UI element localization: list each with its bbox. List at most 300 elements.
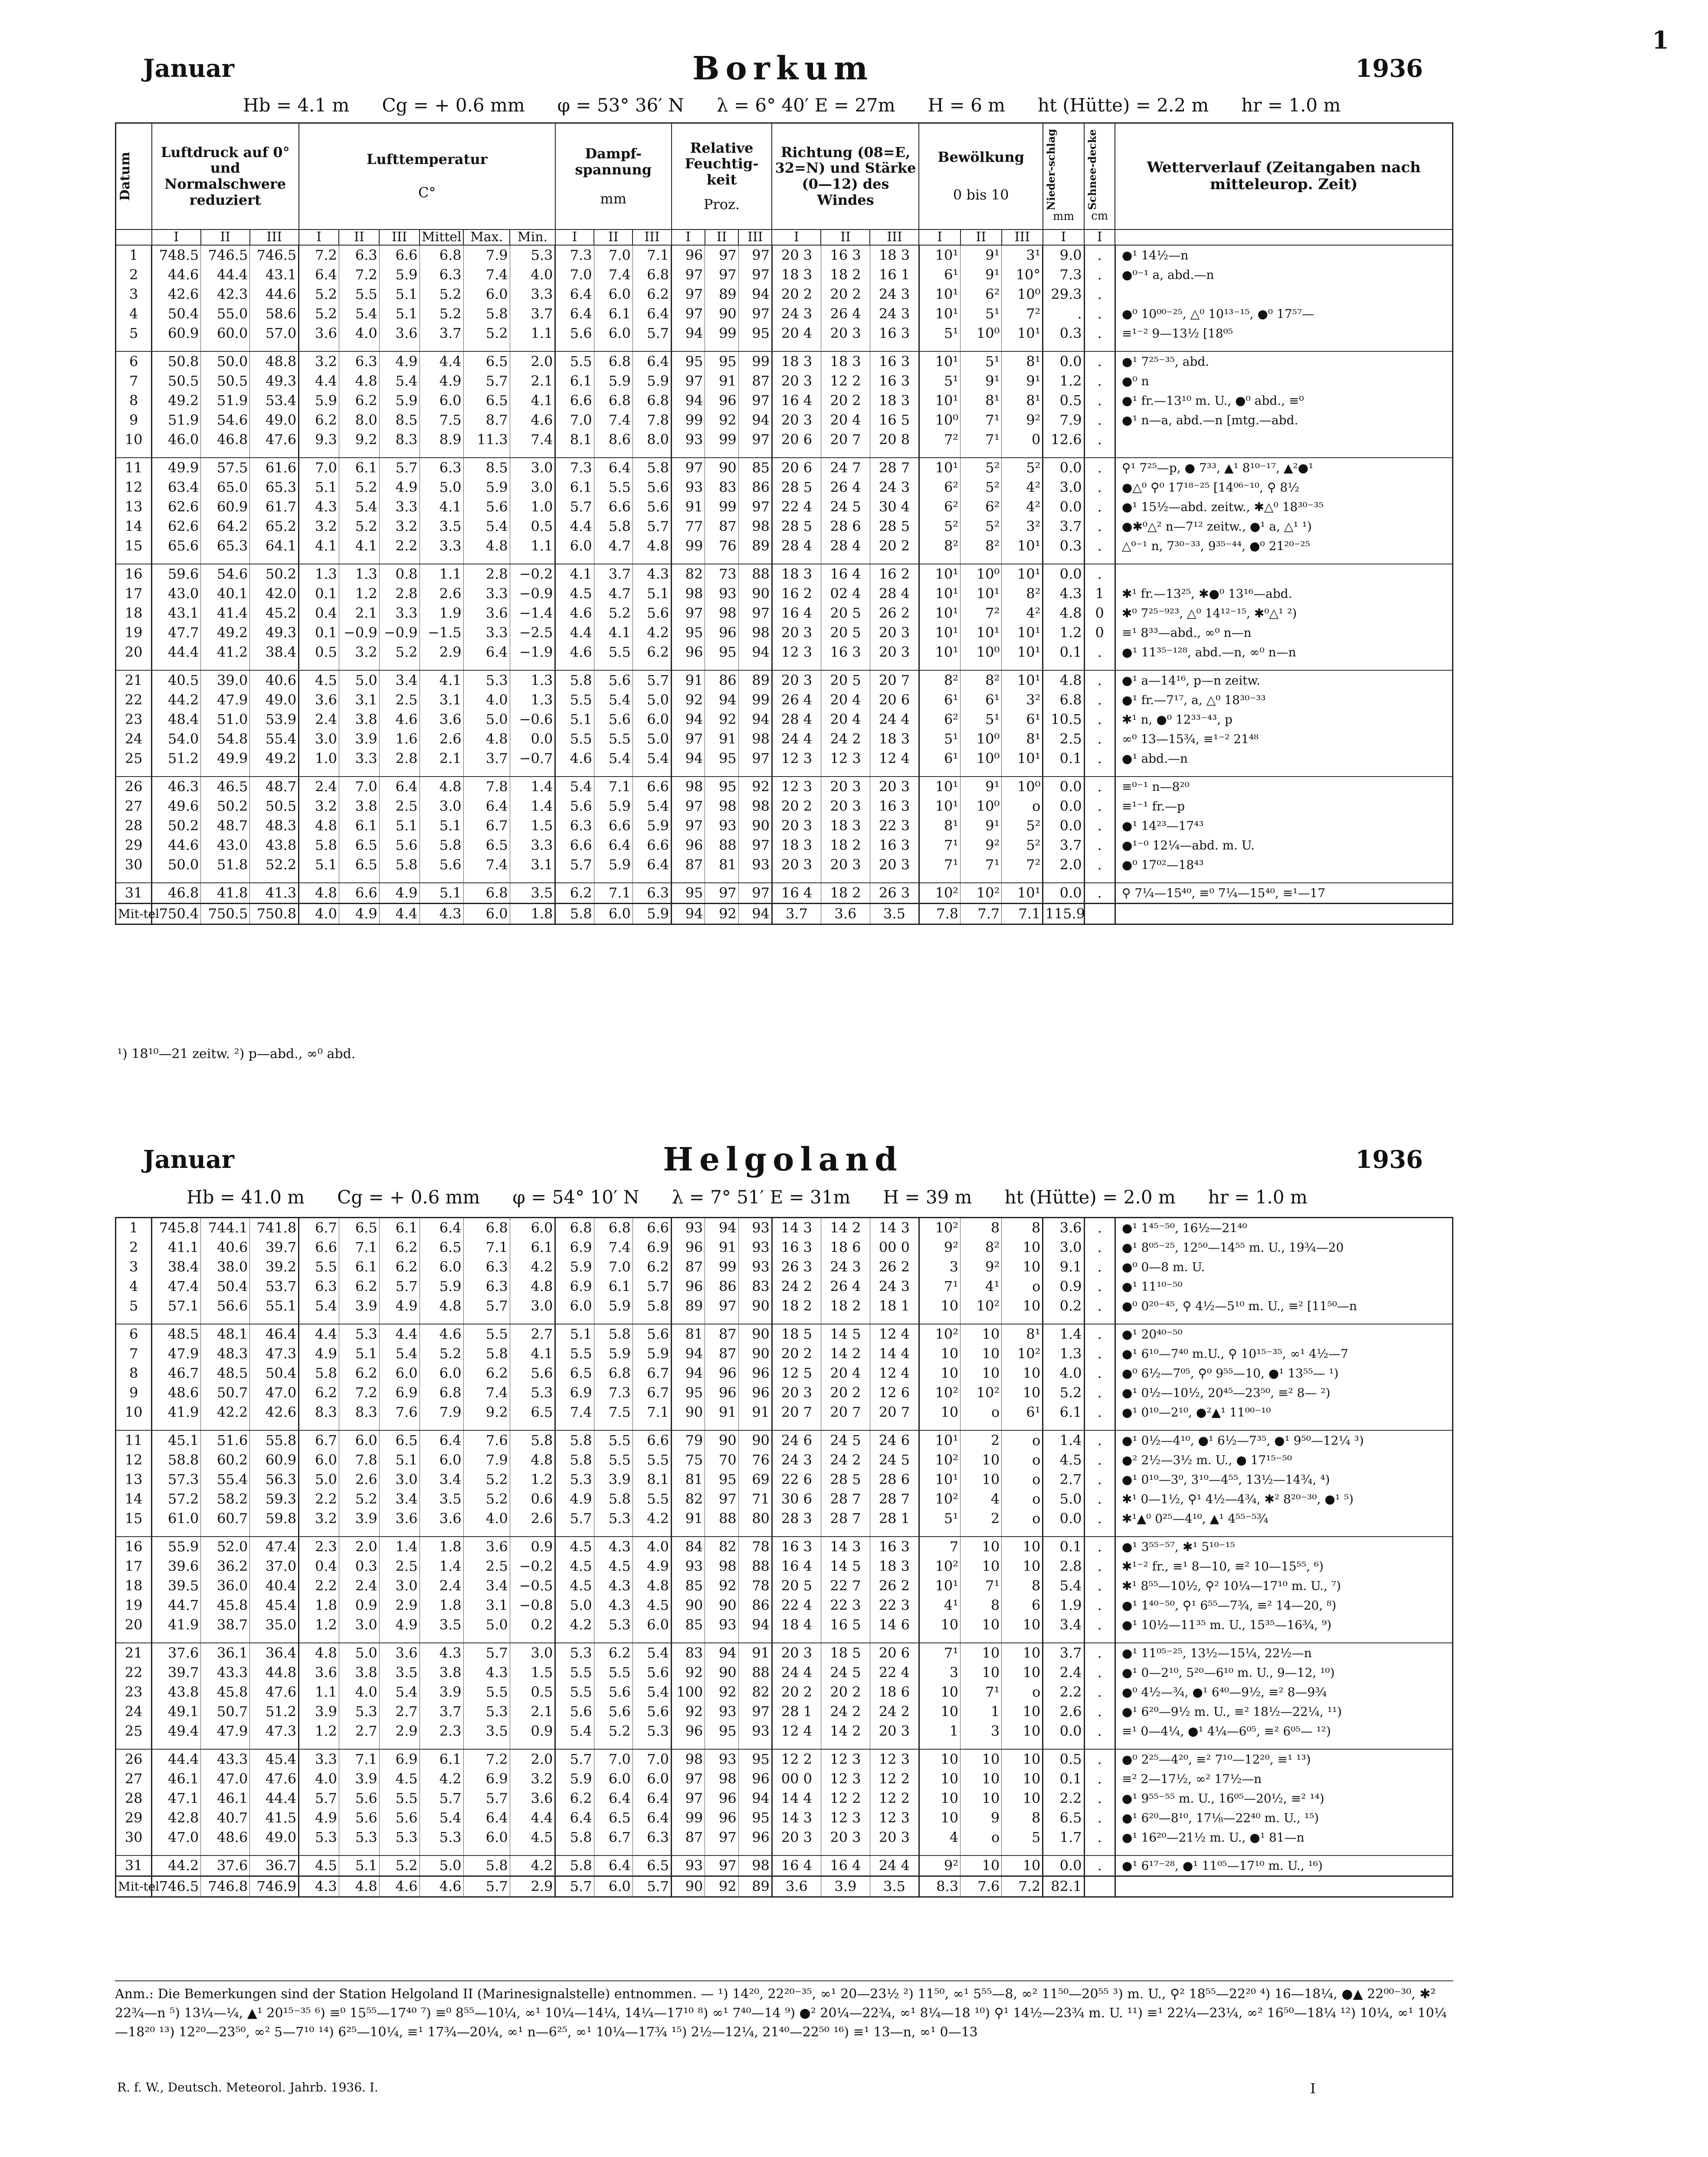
value-cell: . <box>1084 564 1115 584</box>
value-cell: 41.5 <box>250 1808 299 1828</box>
value-cell: 20 3 <box>772 623 821 643</box>
pentad-separator <box>116 1528 1453 1537</box>
value-cell: 14 6 <box>870 1615 919 1635</box>
value-cell: 4.2 <box>633 1509 671 1528</box>
value-cell: 47.9 <box>152 1344 201 1364</box>
value-cell: 5.3 <box>633 1721 671 1741</box>
value-cell: 41.9 <box>152 1615 201 1635</box>
subheader-cell: I <box>299 229 339 246</box>
value-cell: 94 <box>672 904 705 924</box>
value-cell: 12 2 <box>772 1749 821 1769</box>
weather-remark: ●¹ 8⁰⁵⁻²⁵, 12⁵⁰—14⁵⁵ m. U., 19¾—20 <box>1115 1238 1452 1257</box>
value-cell: 57.1 <box>152 1296 201 1316</box>
value-cell: 97 <box>672 285 705 304</box>
value-cell: 51.9 <box>201 391 250 410</box>
value-cell: 7.4 <box>510 430 555 449</box>
separator-cell <box>510 768 555 777</box>
day-cell: 4 <box>116 1277 152 1296</box>
value-cell: 47.9 <box>201 1721 250 1741</box>
value-cell: 8 <box>961 1218 1002 1238</box>
separator-cell <box>870 1422 919 1430</box>
separator-cell <box>510 1847 555 1855</box>
value-cell: 42.6 <box>152 285 201 304</box>
value-cell: 20 3 <box>821 797 870 816</box>
value-cell: 44.4 <box>201 265 250 285</box>
value-cell: . <box>1084 371 1115 391</box>
separator-cell <box>116 768 152 777</box>
value-cell: 4.5 <box>379 1769 420 1789</box>
value-cell: 10 <box>1002 1364 1043 1383</box>
separator-cell <box>821 875 870 883</box>
subheader-cell: III <box>738 229 772 246</box>
value-cell: 5.0 <box>420 478 463 497</box>
table-row <box>116 1218 1453 1238</box>
value-cell: 28 3 <box>772 1509 821 1528</box>
value-cell: 6² <box>919 497 960 517</box>
value-cell: 5.4 <box>633 749 671 768</box>
value-cell: 96 <box>705 623 738 643</box>
mean-row <box>116 904 1453 924</box>
value-cell: 10¹ <box>919 584 960 603</box>
value-cell: 5.1 <box>555 1324 594 1344</box>
value-cell: 6.4 <box>633 304 671 324</box>
value-cell: 96 <box>672 836 705 855</box>
value-cell: . <box>1084 1702 1115 1721</box>
value-cell: 20 3 <box>870 643 919 662</box>
value-cell: 5.7 <box>555 497 594 517</box>
value-cell: 10² <box>919 1324 960 1344</box>
value-cell: 0.2 <box>510 1615 555 1635</box>
value-cell: 12 3 <box>870 1749 919 1769</box>
value-cell: 93 <box>705 1615 738 1635</box>
value-cell: 4² <box>1002 603 1043 623</box>
value-cell: 16 3 <box>870 1537 919 1557</box>
value-cell: 10 <box>1002 1721 1043 1741</box>
value-cell: 5.3 <box>463 670 510 690</box>
value-cell: 3.5 <box>379 1663 420 1682</box>
value-cell: 6.2 <box>379 1257 420 1277</box>
value-cell: 0.1 <box>1043 749 1084 768</box>
value-cell: 0.0 <box>1043 816 1084 836</box>
separator-cell <box>961 875 1002 883</box>
value-cell: 7 <box>919 1537 960 1557</box>
separator-cell <box>555 1528 594 1537</box>
value-cell: 6.3 <box>420 458 463 478</box>
value-cell: 0.9 <box>1043 1277 1084 1296</box>
value-cell: 89 <box>705 285 738 304</box>
value-cell: 12 4 <box>772 1721 821 1741</box>
value-cell: 6.3 <box>633 883 671 904</box>
value-cell: 18 3 <box>821 816 870 836</box>
value-cell: 30 6 <box>772 1489 821 1509</box>
value-cell: 6.0 <box>510 1218 555 1238</box>
table-row <box>116 1721 1453 1741</box>
value-cell: 94 <box>671 1364 705 1383</box>
value-cell: 5.8 <box>463 1344 510 1364</box>
value-cell: 8.1 <box>555 430 594 449</box>
separator-cell <box>870 1741 919 1749</box>
value-cell: 93 <box>705 816 738 836</box>
separator-cell <box>250 875 299 883</box>
value-cell: 5² <box>1002 816 1043 836</box>
value-cell: 6.0 <box>463 904 510 924</box>
value-cell: 61.7 <box>250 497 299 517</box>
value-cell: 5.1 <box>339 1344 380 1364</box>
value-cell: 5² <box>961 458 1002 478</box>
value-cell: 10 <box>1002 1855 1043 1876</box>
value-cell: 3¹ <box>1002 245 1043 265</box>
value-cell: 14 2 <box>821 1721 870 1741</box>
value-cell: 18 2 <box>821 836 870 855</box>
value-cell: 7.1 <box>339 1749 380 1769</box>
separator-cell <box>671 1847 705 1855</box>
separator-cell <box>463 1741 510 1749</box>
value-cell: 8.3 <box>339 1403 380 1422</box>
value-cell: 24 4 <box>772 1663 821 1682</box>
value-cell: 55.9 <box>152 1537 201 1557</box>
value-cell: 4.7 <box>594 584 633 603</box>
value-cell: 5.6 <box>379 836 420 855</box>
value-cell: 3.6 <box>1043 1218 1084 1238</box>
separator-cell <box>1115 1528 1452 1537</box>
value-cell: 97 <box>738 883 772 904</box>
value-cell: 88 <box>705 836 738 855</box>
table-row <box>116 603 1453 623</box>
value-cell: 10 <box>961 1324 1002 1344</box>
table-row <box>116 564 1453 584</box>
value-cell: 97 <box>672 797 705 816</box>
value-cell: 5.7 <box>299 1789 339 1808</box>
value-cell: 9² <box>1002 410 1043 430</box>
value-cell: 83 <box>738 1277 772 1296</box>
value-cell: 46.0 <box>152 430 201 449</box>
value-cell: 28 5 <box>870 517 919 536</box>
value-cell: 24 3 <box>821 1257 870 1277</box>
value-cell: 42.3 <box>201 285 250 304</box>
value-cell: 5.3 <box>299 1828 339 1847</box>
value-cell: 0.8 <box>379 564 420 584</box>
value-cell: 4.5 <box>555 1537 594 1557</box>
value-cell: 44.6 <box>152 836 201 855</box>
value-cell: 18 3 <box>772 836 821 855</box>
separator-cell <box>772 662 821 670</box>
value-cell: 10² <box>919 883 960 904</box>
weather-remark <box>1115 285 1452 304</box>
separator-cell <box>961 556 1002 564</box>
value-cell: 4.5 <box>555 584 594 603</box>
value-cell: 5.6 <box>633 1663 671 1682</box>
value-cell: 6.4 <box>594 836 633 855</box>
value-cell: 4² <box>1002 478 1043 497</box>
subheader-cell: II <box>705 229 738 246</box>
value-cell: 3.4 <box>1043 1615 1084 1635</box>
separator-cell <box>510 449 555 458</box>
value-cell: 22 3 <box>870 1596 919 1615</box>
value-cell: 26 3 <box>870 883 919 904</box>
value-cell: 24 3 <box>870 1277 919 1296</box>
value-cell: . <box>1084 351 1115 371</box>
value-cell: 85 <box>738 458 772 478</box>
value-cell: 7² <box>1002 855 1043 875</box>
value-cell: 18 4 <box>772 1615 821 1635</box>
value-cell: 20 6 <box>772 458 821 478</box>
value-cell: 14 3 <box>772 1808 821 1828</box>
value-cell: 39.2 <box>250 1257 299 1277</box>
value-cell: 98 <box>738 729 772 749</box>
day-cell: 17 <box>116 1557 152 1576</box>
value-cell: 8.7 <box>463 410 510 430</box>
value-cell: 6.6 <box>594 816 633 836</box>
weather-remark: ≡¹⁻¹ fr.—p <box>1115 797 1452 816</box>
value-cell: 8.0 <box>633 430 671 449</box>
value-cell: 20 3 <box>772 245 821 265</box>
value-cell: 2.3 <box>299 1537 339 1557</box>
value-cell: 10 <box>919 1403 960 1422</box>
value-cell: 4.4 <box>510 1808 555 1828</box>
value-cell: . <box>1084 430 1115 449</box>
separator-cell <box>705 768 738 777</box>
helgoland-param: ht (Hütte) = 2.0 m <box>1004 1187 1176 1208</box>
value-cell: 3 <box>919 1257 960 1277</box>
pentad-separator <box>116 662 1453 670</box>
separator-cell <box>555 1635 594 1643</box>
value-cell: 10° <box>1002 265 1043 285</box>
value-cell: . <box>1084 245 1115 265</box>
separator-cell <box>152 662 201 670</box>
value-cell: 14 5 <box>821 1324 870 1344</box>
value-cell: 6.4 <box>633 1789 671 1808</box>
separator-cell <box>705 556 738 564</box>
value-cell: 7² <box>1002 304 1043 324</box>
value-cell: 7.3 <box>1043 265 1084 285</box>
value-cell: 750.4 <box>152 904 201 924</box>
day-cell: 2 <box>116 265 152 285</box>
weather-remark: ●⁰ 10⁰⁰⁻²⁵, △⁰ 10¹³⁻¹⁵, ●⁰ 17⁵⁷— <box>1115 304 1452 324</box>
separator-cell <box>821 343 870 351</box>
value-cell: 14 4 <box>870 1344 919 1364</box>
value-cell: 47.1 <box>152 1789 201 1808</box>
value-cell: 4.5 <box>1043 1450 1084 1470</box>
separator-cell <box>870 1316 919 1324</box>
value-cell: 0.5 <box>510 1682 555 1702</box>
value-cell: 3.4 <box>379 1489 420 1509</box>
value-cell: 5.5 <box>594 1663 633 1682</box>
value-cell: 4.9 <box>379 1615 420 1635</box>
value-cell: 5¹ <box>919 729 960 749</box>
value-cell: 5.4 <box>633 797 671 816</box>
table-row <box>116 1470 1453 1489</box>
day-cell: 30 <box>116 855 152 875</box>
separator-cell <box>870 556 919 564</box>
value-cell: 7.4 <box>594 1238 633 1257</box>
value-cell: 2.5 <box>379 690 420 710</box>
value-cell: 5.1 <box>299 478 339 497</box>
value-cell: . <box>1084 777 1115 797</box>
value-cell: 0.0 <box>1043 777 1084 797</box>
table-row <box>116 777 1453 797</box>
value-cell: 86 <box>705 670 738 690</box>
value-cell: 5.7 <box>555 855 594 875</box>
value-cell: 62.6 <box>152 497 201 517</box>
value-cell: 20 3 <box>870 855 919 875</box>
separator-cell <box>1002 1847 1043 1855</box>
value-cell: 0.5 <box>1043 1749 1084 1769</box>
value-cell: 5.6 <box>420 855 463 875</box>
value-cell: 6.8 <box>594 391 633 410</box>
value-cell: 28 4 <box>821 536 870 556</box>
separator-cell <box>672 449 705 458</box>
value-cell: 90 <box>705 458 738 478</box>
day-cell: 24 <box>116 1702 152 1721</box>
value-cell: 5² <box>1002 458 1043 478</box>
value-cell: 1.2 <box>299 1615 339 1635</box>
separator-cell <box>420 556 463 564</box>
value-cell: 41.1 <box>152 1238 201 1257</box>
table-row <box>116 1557 1453 1576</box>
value-cell: 3.5 <box>420 1489 463 1509</box>
value-cell: 97 <box>672 304 705 324</box>
value-cell: 47.6 <box>250 1682 299 1702</box>
pentad-separator <box>116 449 1453 458</box>
value-cell: 6.6 <box>339 883 379 904</box>
separator-cell <box>152 768 201 777</box>
value-cell: 4.6 <box>555 749 594 768</box>
value-cell: 43.1 <box>152 603 201 623</box>
value-cell: 88 <box>738 1663 772 1682</box>
day-cell: 23 <box>116 1682 152 1702</box>
value-cell: 10¹ <box>919 304 960 324</box>
weather-remark: ●¹ 1⁴⁰⁻⁵⁰, ⚲¹ 6⁵⁵—7¾, ≡² 14—20, ⁸) <box>1115 1596 1452 1615</box>
value-cell: 12 6 <box>870 1383 919 1403</box>
separator-cell <box>201 768 250 777</box>
value-cell: 20 3 <box>772 816 821 836</box>
value-cell: 96 <box>671 1277 705 1296</box>
value-cell: 92 <box>705 710 738 729</box>
value-cell: 96 <box>738 1828 772 1847</box>
value-cell: 87 <box>671 1257 705 1277</box>
value-cell: 7.3 <box>555 245 594 265</box>
value-cell: 85 <box>671 1576 705 1596</box>
value-cell: 5.3 <box>510 245 555 265</box>
value-cell: 4.0 <box>633 1537 671 1557</box>
value-cell: 10 <box>961 1789 1002 1808</box>
value-cell: 16 3 <box>772 1238 821 1257</box>
value-cell: 5.0 <box>339 1643 380 1663</box>
value-cell: 0.2 <box>1043 1296 1084 1316</box>
value-cell: 5.5 <box>299 1257 339 1277</box>
table-row <box>116 1257 1453 1277</box>
value-cell: 43.0 <box>152 584 201 603</box>
value-cell: 10 <box>919 1789 960 1808</box>
day-cell: 28 <box>116 1789 152 1808</box>
value-cell: −0.8 <box>510 1596 555 1615</box>
value-cell: 6.3 <box>339 351 379 371</box>
value-cell: 14 5 <box>821 1557 870 1576</box>
value-cell: 6.2 <box>463 1364 510 1383</box>
value-cell: 40.1 <box>201 584 250 603</box>
value-cell: 5.3 <box>379 1828 420 1847</box>
value-cell: 9² <box>961 836 1002 855</box>
value-cell: 4.3 <box>420 904 463 924</box>
separator-cell <box>152 1741 201 1749</box>
value-cell: 12.6 <box>1043 430 1084 449</box>
value-cell: 5.9 <box>633 371 671 391</box>
value-cell: 41.2 <box>201 643 250 662</box>
value-cell: 10 <box>961 1643 1002 1663</box>
value-cell: 6.1 <box>420 1749 463 1769</box>
separator-cell <box>152 1316 201 1324</box>
value-cell: 7.0 <box>633 1749 671 1769</box>
value-cell: 10¹ <box>919 285 960 304</box>
value-cell: 50.0 <box>152 855 201 875</box>
value-cell: 10 <box>1002 1702 1043 1721</box>
table-row <box>116 430 1453 449</box>
value-cell: 92 <box>705 904 738 924</box>
value-cell: 5.0 <box>339 670 379 690</box>
separator-cell <box>463 1528 510 1537</box>
day-cell: 16 <box>116 564 152 584</box>
table-row <box>116 1828 1453 1847</box>
value-cell: 2.9 <box>379 1721 420 1741</box>
value-cell: 2.7 <box>510 1324 555 1344</box>
value-cell: 3.0 <box>379 1576 420 1596</box>
value-cell: 36.1 <box>201 1643 250 1663</box>
value-cell: 93 <box>738 1218 772 1238</box>
value-cell: 0.1 <box>1043 1537 1084 1557</box>
value-cell: 5.8 <box>633 1296 671 1316</box>
value-cell: 6.0 <box>339 1430 380 1450</box>
value-cell: 1.6 <box>379 729 420 749</box>
weather-remark: ●✱⁰△² n—7¹² zeitw., ●¹ a, △¹ ¹) <box>1115 517 1452 536</box>
separator-cell <box>299 449 339 458</box>
separator-cell <box>116 662 152 670</box>
value-cell: 5.0 <box>463 710 510 729</box>
value-cell: 5.3 <box>339 1702 380 1721</box>
value-cell: 7¹ <box>961 855 1002 875</box>
day-cell: 9 <box>116 410 152 430</box>
weather-remark: ●¹ 7²⁵⁻³⁵, abd. <box>1115 351 1452 371</box>
value-cell: 5.2 <box>420 304 463 324</box>
separator-cell <box>961 662 1002 670</box>
value-cell: 5.6 <box>594 670 633 690</box>
value-cell: 6.2 <box>555 1789 594 1808</box>
separator-cell <box>379 1635 420 1643</box>
header-schneedecke: Schnee-decke cm <box>1084 123 1115 229</box>
value-cell: 38.0 <box>201 1257 250 1277</box>
day-cell: Mit-tel <box>116 1876 152 1897</box>
value-cell: 12 3 <box>821 1808 870 1828</box>
value-cell: 9¹ <box>961 371 1002 391</box>
value-cell: 1.2 <box>510 1470 555 1489</box>
separator-cell <box>420 343 463 351</box>
value-cell: . <box>1084 816 1115 836</box>
value-cell: 85 <box>671 1615 705 1635</box>
separator-cell <box>961 449 1002 458</box>
value-cell: 3.2 <box>299 797 339 816</box>
value-cell: 4.0 <box>339 1682 380 1702</box>
value-cell: 81 <box>671 1324 705 1344</box>
value-cell: 4.3 <box>463 1663 510 1682</box>
value-cell: 12 3 <box>772 777 821 797</box>
value-cell: 28 5 <box>772 478 821 497</box>
value-cell: 3.5 <box>420 517 463 536</box>
subheader-cell: Min. <box>510 229 555 246</box>
helgoland-station-title: Helgoland <box>663 1141 903 1178</box>
separator-cell <box>339 343 379 351</box>
value-cell: 28 5 <box>821 1470 870 1489</box>
value-cell: 6.2 <box>633 285 671 304</box>
value-cell: 24 2 <box>821 729 870 749</box>
